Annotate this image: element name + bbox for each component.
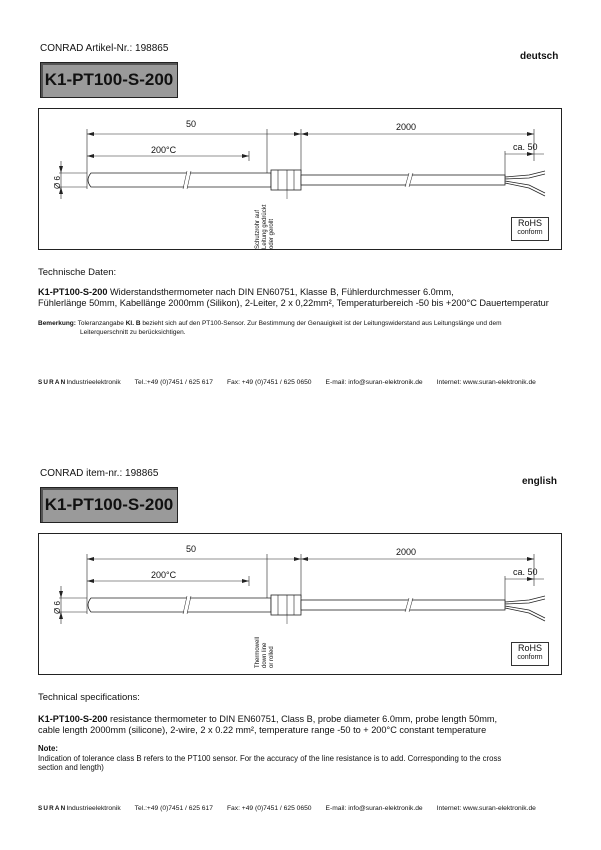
product-title-box bbox=[40, 62, 178, 98]
spec-line2: Fühlerlänge 50mm, Kabellänge 2000mm (Silikon), 2-Leiter, 2 x 0,22mm², Temperaturbereich -50 bis +200°C Dauertemperatur bbox=[38, 298, 549, 308]
sensor-drawing-svg bbox=[39, 534, 561, 674]
vertical-note-line2: down line bbox=[262, 642, 268, 668]
rohs-badge bbox=[511, 642, 549, 666]
footer-tel: Tel.:+49 (0)7451 / 625 617 bbox=[134, 379, 213, 386]
product-title: K1-PT100-S-200 bbox=[44, 495, 174, 514]
remark bbox=[38, 320, 563, 337]
dimension-temperature: 200°C bbox=[151, 145, 177, 155]
article-number: CONRAD Artikel-Nr.: 198865 bbox=[40, 43, 169, 54]
language-label: english bbox=[522, 476, 558, 487]
footer-tel: Tel.:+49 (0)7451 / 625 617 bbox=[134, 805, 213, 812]
rohs-label: RoHS bbox=[517, 643, 542, 653]
dimension-temperature: 200°C bbox=[151, 570, 177, 580]
spec-product: K1-PT100-S-200 bbox=[38, 287, 108, 297]
remark-label: Bemerkung: bbox=[38, 320, 76, 327]
rohs-conform: conform bbox=[517, 654, 543, 661]
remark-class: Kl. B bbox=[125, 320, 141, 327]
specification-text bbox=[38, 714, 568, 736]
rohs-badge bbox=[511, 217, 549, 241]
section-title: Technical specifications: bbox=[38, 692, 140, 703]
remark-text2: Leiterquerschnitt zu berücksichtigen. bbox=[80, 328, 186, 336]
sensor-drawing-svg bbox=[39, 109, 561, 249]
dimension-50: 50 bbox=[186, 119, 197, 129]
footer-email[interactable]: E-mail: info@suran-elektronik.de bbox=[325, 805, 423, 812]
remark-text1: Indication of tolerance class B refers to the PT100 sensor. For the accuracy of the line resistance is to add. Corresponding to the cross bbox=[38, 753, 502, 763]
article-number: CONRAD item-nr.: 198865 bbox=[40, 468, 159, 479]
product-title-box bbox=[40, 487, 178, 523]
specification-text bbox=[38, 287, 568, 309]
footer bbox=[38, 805, 558, 812]
sensor-drawing bbox=[38, 533, 562, 675]
dimension-2000: 2000 bbox=[396, 547, 417, 557]
sensor-drawing bbox=[38, 108, 562, 250]
vertical-note-line1: Schutzrohr auf bbox=[255, 209, 261, 249]
footer-fax: Fax: +49 (0)7451 / 625 0650 bbox=[226, 805, 312, 812]
dimension-ca50: ca. 50 bbox=[513, 142, 538, 152]
vertical-note bbox=[255, 636, 295, 708]
remark-pre: Toleranzangabe bbox=[75, 320, 126, 327]
spec-line2: cable length 2000mm (silicone), 2-wire, 2 x 0.22 mm², temperature range -50 to + 200°C constant temperature bbox=[38, 725, 487, 735]
dimension-2000: 2000 bbox=[396, 122, 417, 132]
footer-company: Industrieelektronik bbox=[66, 805, 121, 812]
remark bbox=[38, 744, 563, 773]
product-title: K1-PT100-S-200 bbox=[44, 70, 174, 89]
spec-line1: Widerstandsthermometer nach DIN EN60751, Klasse B, Fühlerdurchmesser 6.0mm, bbox=[107, 287, 454, 297]
section-title: Technische Daten: bbox=[38, 267, 117, 278]
dimension-diameter: Ø 6 bbox=[53, 601, 62, 614]
vertical-note-line3: or rolled bbox=[269, 646, 275, 668]
footer-email[interactable]: E-mail: info@suran-elektronik.de bbox=[325, 379, 423, 386]
footer-company: Industrieelektronik bbox=[66, 379, 121, 386]
vertical-note-line3: oder gerollt bbox=[269, 218, 275, 249]
vertical-note-line2: Leitung gedrückt bbox=[262, 204, 268, 249]
remark-text1: bezieht sich auf den PT100-Sensor. Zur Bestimmung der Genauigkeit ist der Leitungswiderstand aus Leitungslänge und dem bbox=[140, 320, 502, 327]
footer bbox=[38, 379, 558, 386]
spec-line1: resistance thermometer to DIN EN60751, Class B, probe diameter 6.0mm, probe length 50mm, bbox=[107, 714, 498, 724]
vertical-note bbox=[255, 204, 295, 289]
footer-brand: SURAN bbox=[38, 805, 67, 812]
rohs-conform: conform bbox=[517, 229, 543, 236]
language-label: deutsch bbox=[520, 51, 559, 62]
rohs-label: RoHS bbox=[517, 218, 542, 228]
footer-internet[interactable]: Internet: www.suran-elektronik.de bbox=[436, 805, 536, 812]
spec-product: K1-PT100-S-200 bbox=[38, 714, 108, 724]
remark-text2: section and length) bbox=[38, 763, 104, 772]
dimension-diameter: Ø 6 bbox=[53, 176, 62, 189]
footer-internet[interactable]: Internet: www.suran-elektronik.de bbox=[436, 379, 536, 386]
remark-label: Note: bbox=[38, 744, 58, 753]
footer-brand: SURAN bbox=[38, 379, 67, 386]
footer-fax: Fax: +49 (0)7451 / 625 0650 bbox=[226, 379, 312, 386]
dimension-50: 50 bbox=[186, 544, 197, 554]
dimension-ca50: ca. 50 bbox=[513, 567, 538, 577]
vertical-note-line1: Thermowell bbox=[255, 636, 261, 668]
